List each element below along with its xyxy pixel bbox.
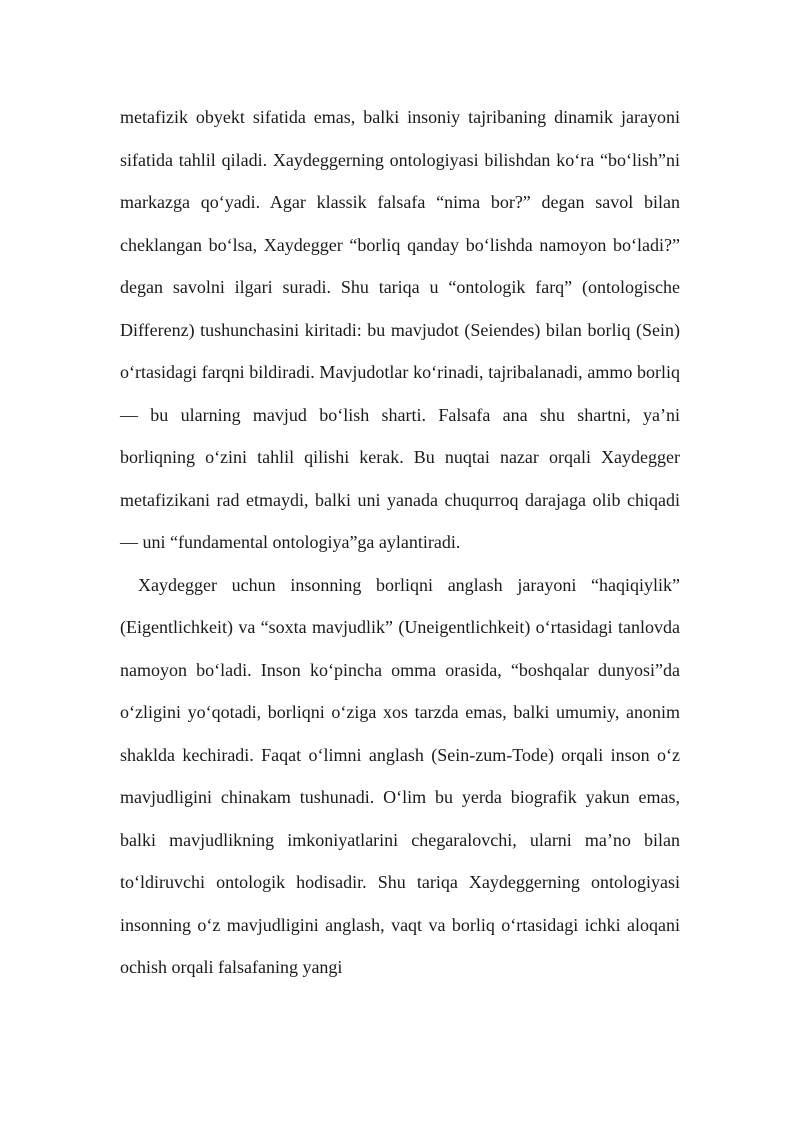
- paragraph-heidegger-authenticity: Xaydegger uchun insonning borliqni anglash jarayoni “haqiqiylik” (Eigentlichkeit) va “soxta mavjudlik” (Uneigentlichkeit) oʻrtasidagi tanlovda namoyon boʻladi. Inson koʻpincha omma orasida, “boshqalar dunyosi”da oʻzligini yoʻqotadi, borliqni oʻziga xos tarzda emas, balki umumiy, anonim shaklda kechiradi. Faqat oʻlimni anglash (Sein-zum-Tode) orqali inson oʻz mavjudligini chinakam tushunadi. Oʻlim bu yerda biografik yakun emas, balki mavjudlikning imkoniyatlarini chegaralovchi, ularni maʼno bilan toʻldiruvchi ontologik hodisadir. Shu tariqa Xaydeggerning ontologiyasi insonning oʻz mavjudligini anglash, vaqt va borliq oʻrtasidagi ichki aloqani ochish orqali falsafaning yangi: [120, 574, 680, 977]
- paragraph-continued: metafizik obyekt sifatida emas, balki insoniy tajribaning dinamik jarayoni sifatida tahlil qiladi. Xaydeggerning ontologiyasi bilishdan koʻra “boʻlish”ni markazga qoʻyadi. Agar klassik falsafa “nima bor?” degan savol bilan cheklangan boʻlsa, Xaydegger “borliq qanday boʻlishda namoyon boʻladi?” degan savolni ilgari suradi. Shu tariqa u “ontologik farq” (ontologische Differenz) tushunchasini kiritadi: bu mavjudot (Seiendes) bilan borliq (Sein) oʻrtasidagi farqni bildiradi. Mavjudotlar koʻrinadi, tajribalanadi, ammo borliq — bu ularning mavjud boʻlish sharti. Falsafa ana shu shartni, yaʼni borliqning oʻzini tahlil qilishi kerak. Bu nuqtai nazar orqali Xaydegger metafizikani rad etmaydi, balki uni yanada chuqurroq darajaga olib chiqadi — uni “fundamental ontologiya”ga aylantiradi.: [120, 107, 680, 552]
- document-page: [120, 96, 680, 989]
